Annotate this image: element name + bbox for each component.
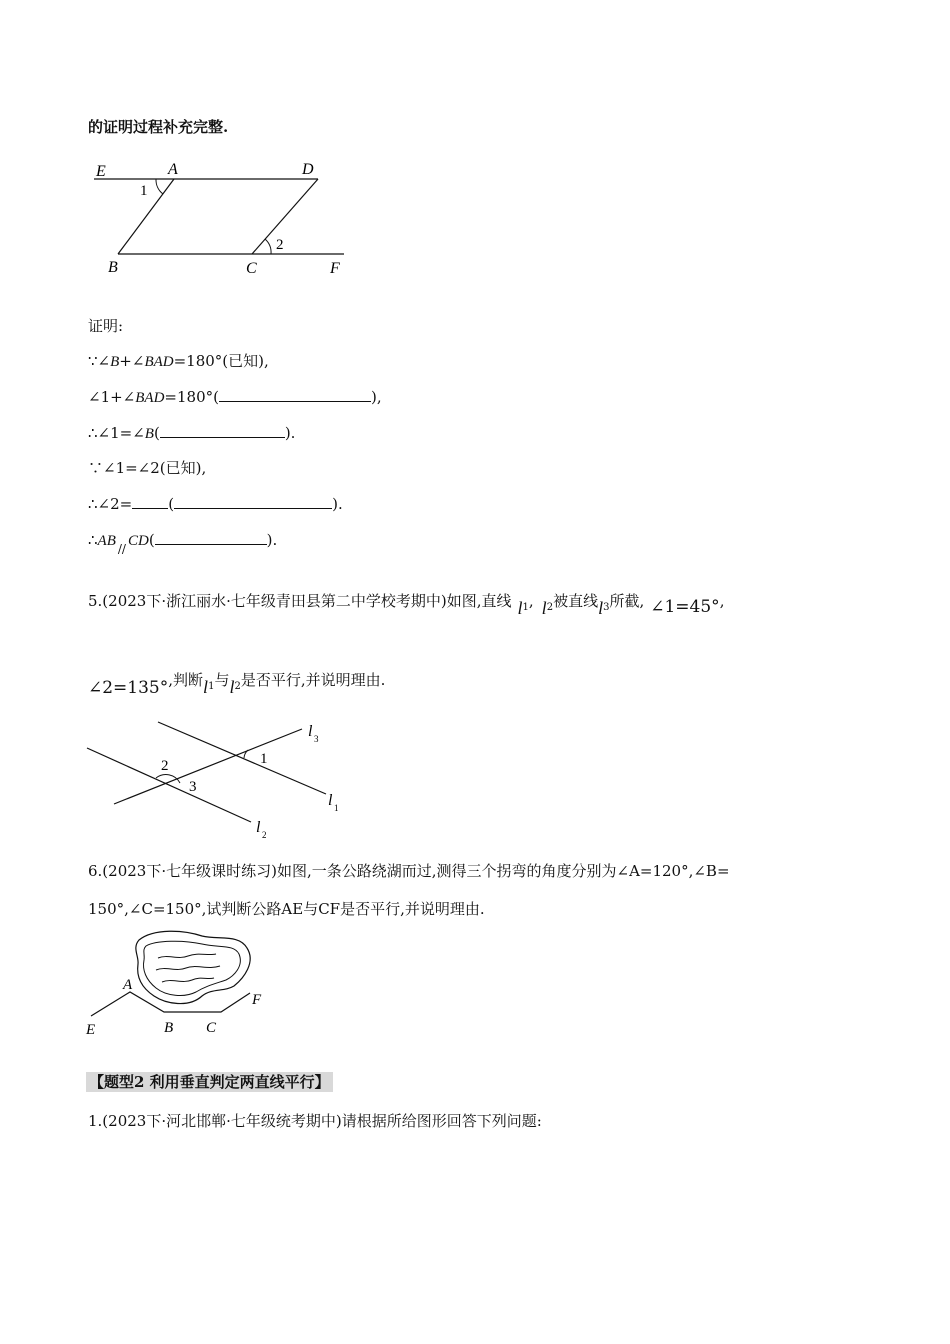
figure-transversal (84, 716, 364, 846)
label-B: B (108, 259, 118, 276)
label-l1-sub: 1 (334, 803, 339, 813)
label-l3: l (308, 723, 313, 740)
answer-blank[interactable] (132, 494, 168, 509)
figure-parallelogram (90, 152, 360, 280)
label-C: C (206, 1020, 217, 1036)
proof-line-4: ∵∠1=∠2(已知), (88, 459, 207, 477)
label-l2: l (256, 819, 261, 836)
q6-line-2: 150°,∠C=150°,试判断公路AE与CF是否平行,并说明理由. (88, 900, 485, 918)
section-header: 【题型2 利用垂直判定两直线平行】 (86, 1072, 333, 1092)
q6-line-1: 6.(2023下·七年级课时练习)如图,一条公路绕湖而过,测得三个拐弯的角度分别为∠A=120°,∠B= (88, 862, 730, 880)
proof-heading: 证明: (88, 317, 124, 335)
label-A: A (168, 161, 178, 178)
label-l2-sub: 2 (262, 830, 267, 840)
label-E: E (86, 1022, 96, 1038)
proof-line-6: ∴AB $_{//}$ CD( ). (88, 531, 278, 556)
label-D: D (302, 161, 314, 178)
label-F: F (252, 992, 262, 1008)
answer-blank[interactable] (160, 423, 285, 438)
answer-blank[interactable] (155, 530, 267, 545)
label-A: A (123, 977, 133, 993)
proof-line-2: ∠1+∠BAD=180°( ), (88, 388, 382, 406)
answer-blank[interactable] (219, 387, 371, 402)
label-F: F (330, 260, 340, 277)
label-l1: l (328, 792, 333, 809)
intro-text: 的证明过程补充完整. (88, 118, 229, 136)
angle-2-label: 2 (161, 758, 169, 774)
q5-line-1: 5.(2023下·浙江丽水·七年级青田县第二中学校考期中)如图,直线 $l_1$, $l_2$被直线$l_3$所截, ∠1=45°, (88, 592, 725, 618)
q5-line-2: ∠2=135°,判断$l_1$与$l_2$是否平行,并说明理由. (88, 671, 386, 698)
label-B: B (164, 1020, 174, 1036)
proof-line-3: ∴∠1=∠B( ). (88, 424, 296, 442)
angle-3-label: 3 (189, 779, 197, 795)
proof-line-5: ∴∠2= ( ). (88, 495, 343, 513)
q1-line: 1.(2023下·河北邯郸·七年级统考期中)请根据所给图形回答下列问题: (88, 1112, 542, 1130)
label-C: C (246, 260, 257, 277)
angle-1-label: 1 (140, 183, 148, 199)
figure-lake-road (84, 926, 284, 1042)
answer-blank[interactable] (174, 494, 332, 509)
label-E: E (96, 163, 106, 180)
label-l3-sub: 3 (314, 734, 319, 744)
proof-line-1: ∵∠B+∠BAD=180°(已知), (88, 352, 269, 370)
angle-2-label: 2 (276, 237, 284, 253)
angle-1-label: 1 (260, 751, 268, 767)
